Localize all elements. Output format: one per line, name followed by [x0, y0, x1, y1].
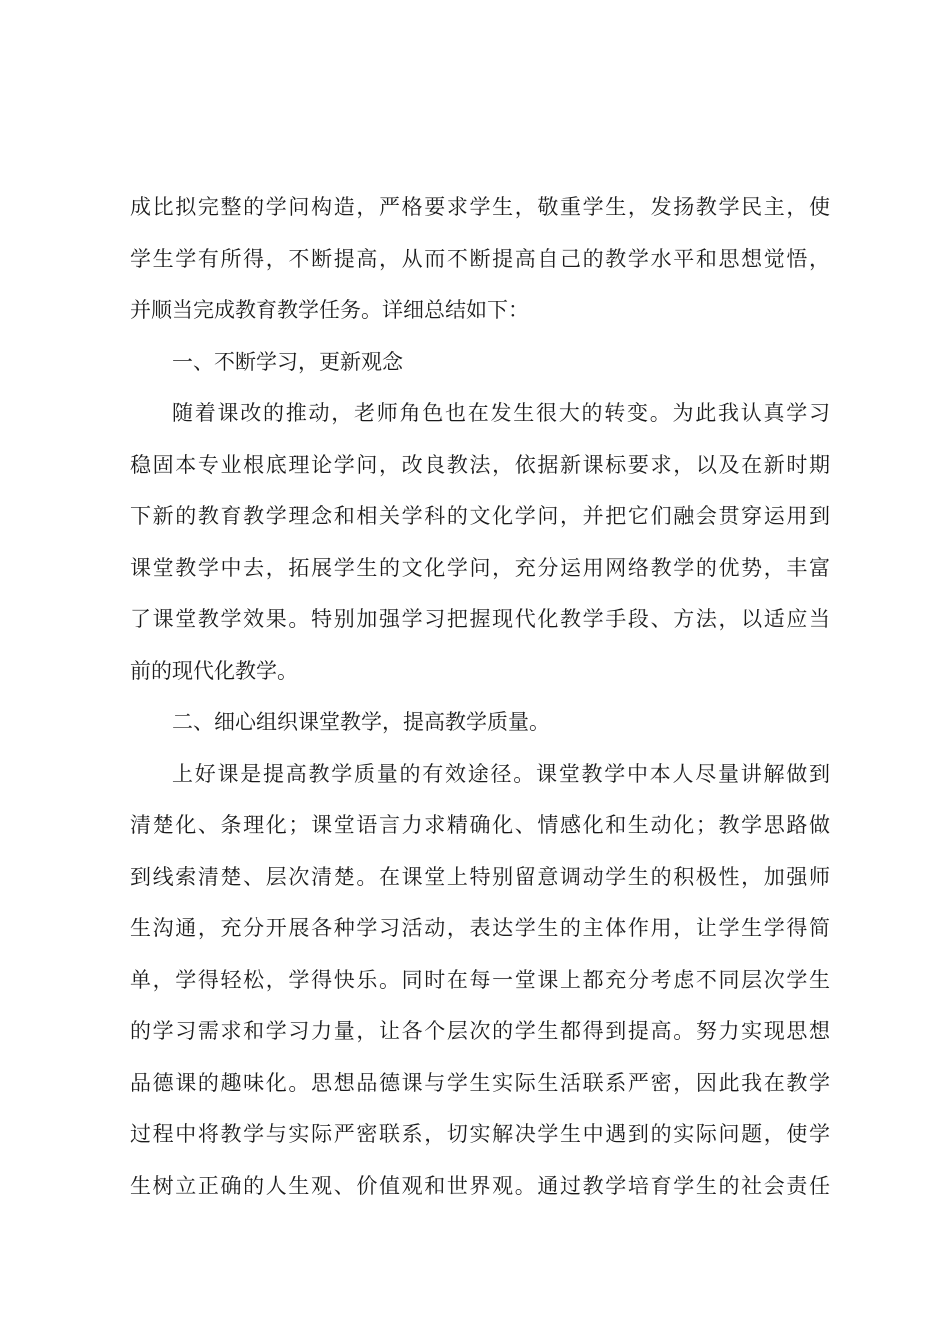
body-text-line: 学生学有所得，不断提高，从而不断提高自己的教学水平和思想觉悟，: [130, 247, 830, 271]
body-text-line: 成比拟完整的学问构造，严格要求学生，敬重学生，发扬教学民主，使: [130, 195, 830, 219]
section-heading-1: 一、不断学习，更新观念: [172, 350, 403, 374]
body-text-line: 下新的教育教学理念和相关学科的文化学问，并把它们融会贯穿运用到: [130, 504, 830, 528]
body-text-line: 上好课是提高教学质量的有效途径。课堂教学中本人尽量讲解做到: [172, 762, 830, 786]
body-text-line: 品德课的趣味化。思想品德课与学生实际生活联系严密，因此我在教学: [130, 1071, 830, 1095]
section-heading-2: 二、细心组织课堂教学，提高教学质量。: [172, 710, 550, 734]
body-text-line: 过程中将教学与实际严密联系，切实解决学生中遇到的实际问题，使学: [130, 1122, 830, 1146]
body-text-line: 单，学得轻松，学得快乐。同时在每一堂课上都充分考虑不同层次学生: [130, 968, 830, 992]
body-text-line: 的学习需求和学习力量，让各个层次的学生都得到提高。努力实现思想: [130, 1019, 830, 1043]
body-text-line: 稳固本专业根底理论学问，改良教法，依据新课标要求，以及在新时期: [130, 453, 830, 477]
body-text-line: 生沟通，充分开展各种学习活动，表达学生的主体作用，让学生学得简: [130, 916, 830, 940]
body-text-line: 课堂教学中去，拓展学生的文化学问，充分运用网络教学的优势，丰富: [130, 556, 830, 580]
body-text-line: 了课堂教学效果。特别加强学习把握现代化教学手段、方法，以适应当: [130, 607, 830, 631]
body-text-line: 到线索清楚、层次清楚。在课堂上特别留意调动学生的积极性，加强师: [130, 865, 830, 889]
body-text-line: 并顺当完成教育教学任务。详细总结如下：: [130, 298, 529, 322]
body-text-line: 随着课改的推动，老师角色也在发生很大的转变。为此我认真学习: [172, 401, 830, 425]
body-text-line: 生树立正确的人生观、价值观和世界观。通过教学培育学生的社会责任: [130, 1174, 830, 1198]
body-text-line: 前的现代化教学。: [130, 659, 298, 683]
body-text-line: 清楚化、条理化；课堂语言力求精确化、情感化和生动化；教学思路做: [130, 813, 830, 837]
